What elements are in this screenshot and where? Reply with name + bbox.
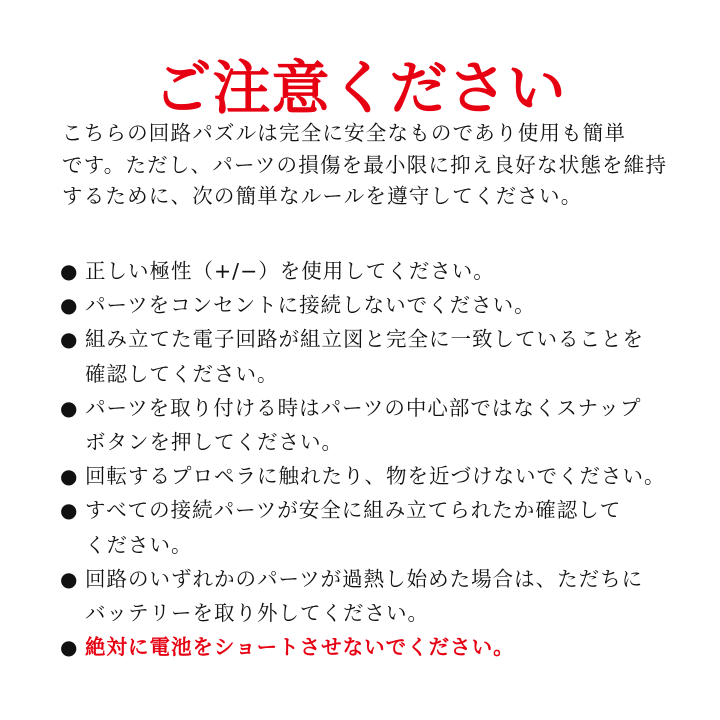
rule-item-overheat — [60, 562, 680, 630]
rule-item-assembly-check — [60, 322, 680, 390]
bullet-icon: ● — [60, 635, 79, 660]
intro-line: こちらの回路パズルは完全に安全なものであり使用も簡単 — [62, 121, 627, 145]
page-title: ご注意ください — [153, 54, 567, 122]
rule-text-warning: 絶対に電池をショートさせないでください。 — [85, 635, 515, 660]
bullet-icon: ● — [60, 395, 79, 420]
bullet-icon: ● — [60, 293, 79, 318]
rule-item-outlet — [60, 288, 680, 322]
rule-item-propeller — [60, 459, 680, 493]
rule-text: 確認してください。 — [85, 361, 279, 386]
rule-item-polarity — [60, 254, 680, 288]
intro-line: するために、次の簡単なルールを遵守してください。 — [62, 184, 583, 208]
rule-text: パーツをコンセントに接続しないでください。 — [85, 293, 536, 318]
rule-text: 組み立てた電子回路が組立図と完全に一致していることを — [85, 327, 644, 352]
rule-text: ボタンを押してください。 — [85, 430, 343, 455]
bullet-icon: ● — [60, 464, 79, 489]
rule-text: 回転するプロペラに触れたり、物を近づけないでください。 — [85, 464, 666, 489]
rule-text: すべての接続パーツが安全に組み立てられたか確認して — [85, 498, 622, 523]
rule-item-short-circuit-warning — [60, 630, 680, 664]
rule-item-secure-connection — [60, 493, 680, 561]
rule-text: バッテリーを取り外してください。 — [85, 601, 429, 626]
rule-text: ください。 — [85, 532, 193, 557]
intro-paragraph — [62, 118, 672, 213]
intro-line: です。ただし、パーツの損傷を最小限に抑え良好な状態を維持 — [62, 152, 668, 177]
rules-list — [60, 254, 680, 664]
bullet-icon: ● — [60, 566, 79, 591]
bullet-icon: ● — [60, 259, 79, 283]
bullet-icon: ● — [60, 498, 79, 523]
rule-item-snap-button — [60, 391, 680, 459]
rule-text: 正しい極性（+/−）を使用してください。 — [85, 259, 495, 283]
rule-text: パーツを取り付ける時はパーツの中心部ではなくスナップ — [85, 395, 642, 420]
bullet-icon: ● — [60, 327, 79, 352]
rule-text: 回路のいずれかのパーツが過熱し始めた場合は、ただちに — [85, 566, 644, 591]
